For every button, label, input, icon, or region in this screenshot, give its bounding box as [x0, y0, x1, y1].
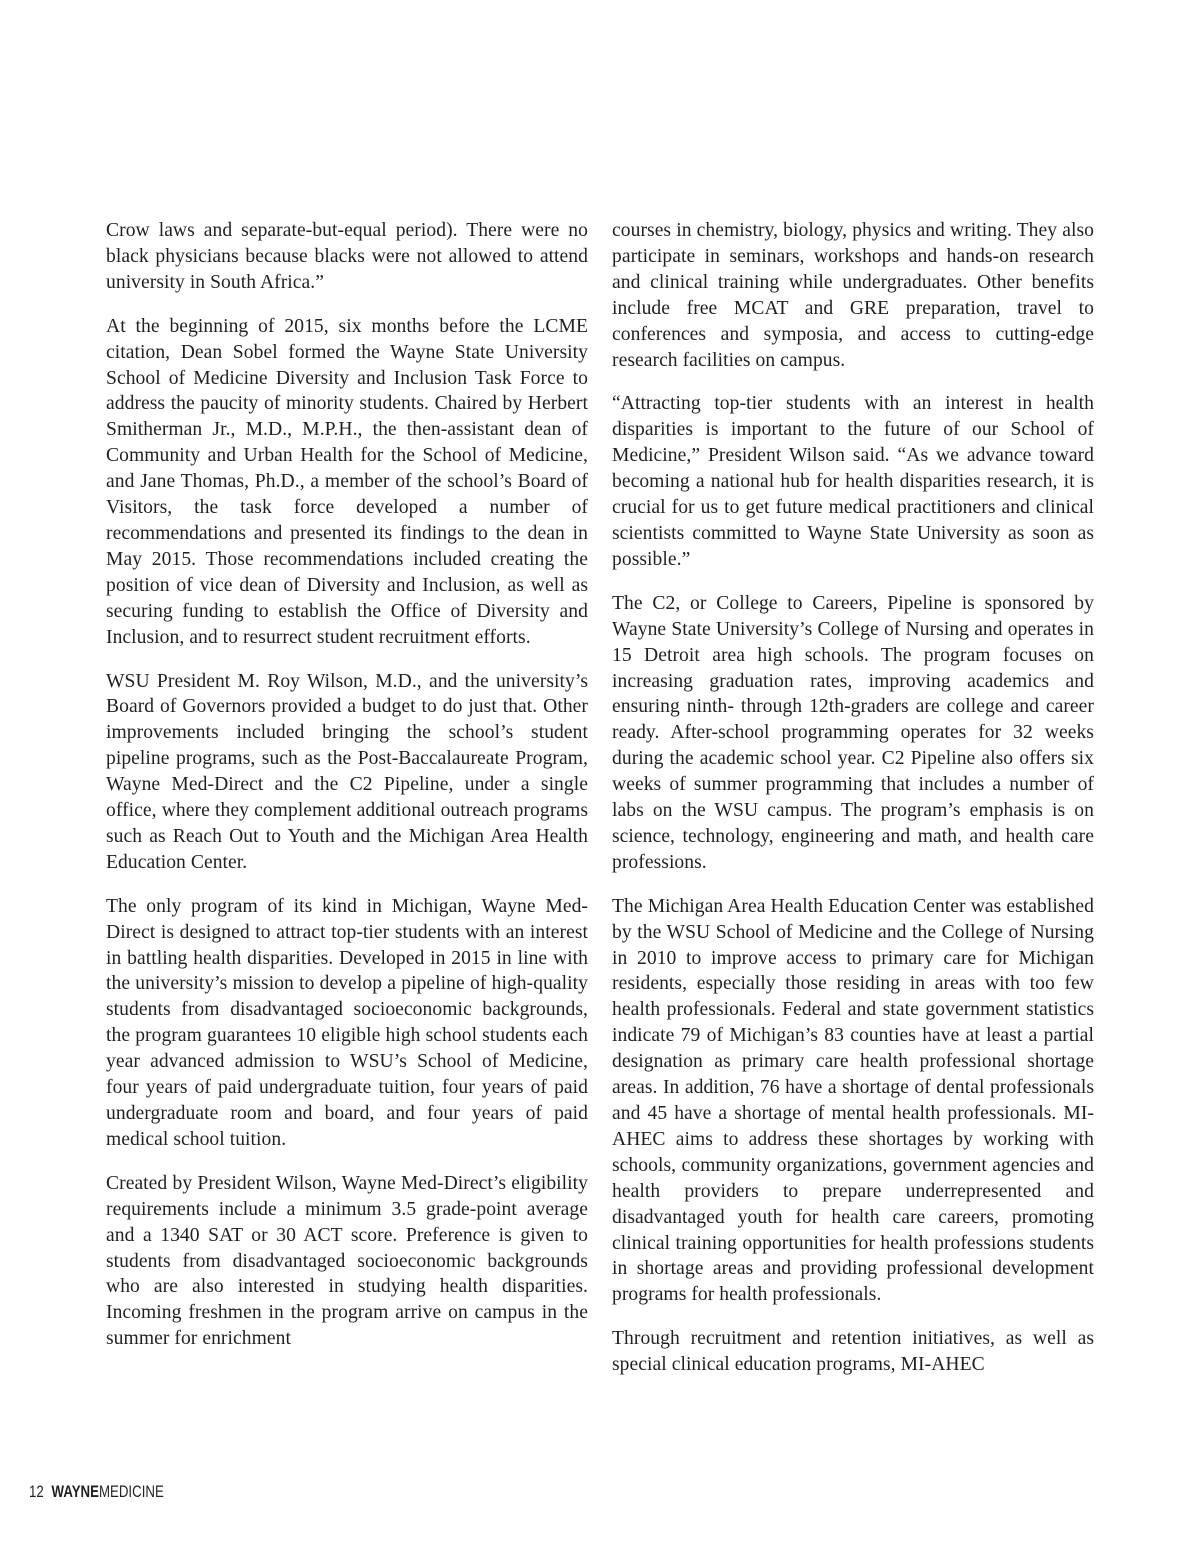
- paragraph: The C2, or College to Careers, Pipeline is sponsored by Wayne State University’s College of Nursing and operates in 15 Detroit area high schools. The program focuses on increasing graduation rates, improving academics and ensuring ninth- through 12th-graders are college and career ready. After-school programming operates for 32 weeks during the academic school year. C2 Pipeline also offers six weeks of summer programming that includes a number of labs on the WSU campus. The program’s emphasis is on science, technology, engineering and math, and health care professions.: [612, 592, 1094, 873]
- right-column: [612, 218, 1094, 1396]
- left-column: [106, 218, 588, 1370]
- publication-name-light: MEDICINE: [98, 1482, 164, 1501]
- paragraph: Through recruitment and retention initiatives, as well as special clinical education programs, MI-AHEC: [612, 1328, 1094, 1376]
- paragraph: WSU President M. Roy Wilson, M.D., and the university’s Board of Governors provided a budget to do just that. Other improvements included bringing the school’s student pipeline programs, such as the Post-Baccalaureate Program, Wayne Med-Direct and the C2 Pipeline, under a single office, where they complement additional outreach programs such as Reach Out to Youth and the Michigan Area Health Education Center.: [106, 670, 588, 873]
- paragraph: The only program of its kind in Michigan, Wayne Med-Direct is designed to attract top-tier students with an interest in battling health disparities. Developed in 2015 in line with the university’s mission to develop a pipeline of high-quality students from disadvantaged socioeconomic backgrounds, the program guarantees 10 eligible high school students each year advanced admission to WSU’s School of Medicine, four years of paid undergraduate tuition, four years of paid undergraduate room and board, and four years of paid medical school tuition.: [106, 895, 588, 1150]
- publication-name-bold: WAYNE: [51, 1482, 99, 1501]
- page-footer: [29, 1482, 164, 1502]
- paragraph: Created by President Wilson, Wayne Med-Direct’s eligibility requirements include a minimum 3.5 grade-point average and a 1340 SAT or 30 ACT score. Preference is given to students from disadvantaged socioeconomic backgrounds who are also interested in studying health disparities. Incoming freshmen in the program arrive on campus in the summer for enrichment: [106, 1172, 588, 1350]
- paragraph: Crow laws and separate-but-equal period). There were no black physicians because blacks were not allowed to attend university in South Africa.”: [106, 220, 588, 293]
- paragraph: courses in chemistry, biology, physics and writing. They also participate in seminars, workshops and hands-on research and clinical training while undergraduates. Other benefits include free MCAT and GRE preparation, travel to conferences and symposia, and access to cutting-edge research facilities on campus.: [612, 220, 1094, 371]
- paragraph: At the beginning of 2015, six months before the LCME citation, Dean Sobel formed the Wayne State University School of Medicine Diversity and Inclusion Task Force to address the paucity of minority students. Chaired by Herbert Smitherman Jr., M.D., M.P.H., the then-assistant dean of Community and Urban Health for the School of Medicine, and Jane Thomas, Ph.D., a member of the school’s Board of Visitors, the task force developed a number of recommendations and presented its findings to the dean in May 2015. Those recommendations included creating the position of vice dean of Diversity and Inclusion, as well as securing funding to establish the Office of Diversity and Inclusion, and to resurrect student recruitment efforts.: [106, 315, 588, 648]
- page-number: 12: [29, 1482, 44, 1501]
- paragraph: The Michigan Area Health Education Center was established by the WSU School of Medicine and the College of Nursing in 2010 to improve access to primary care for Michigan residents, especially those residing in areas with too few health professionals. Federal and state government statistics indicate 79 of Michigan’s 83 counties have at least a partial designation as primary care health professional shortage areas. In addition, 76 have a shortage of dental professionals and 45 have a shortage of mental health professionals. MI-AHEC aims to address these shortages by working with schools, community organizations, government agencies and health providers to prepare underrepresented and disadvantaged youth for health care careers, promoting clinical training opportunities for health professions students in shortage areas and providing professional development programs for health professionals.: [612, 895, 1094, 1306]
- paragraph: “Attracting top-tier students with an interest in health disparities is important to the future of our School of Medicine,” President Wilson said. “As we advance toward becoming a national hub for health disparities research, it is crucial for us to get future medical practitioners and clinical scientists committed to Wayne State University as soon as possible.”: [612, 393, 1094, 570]
